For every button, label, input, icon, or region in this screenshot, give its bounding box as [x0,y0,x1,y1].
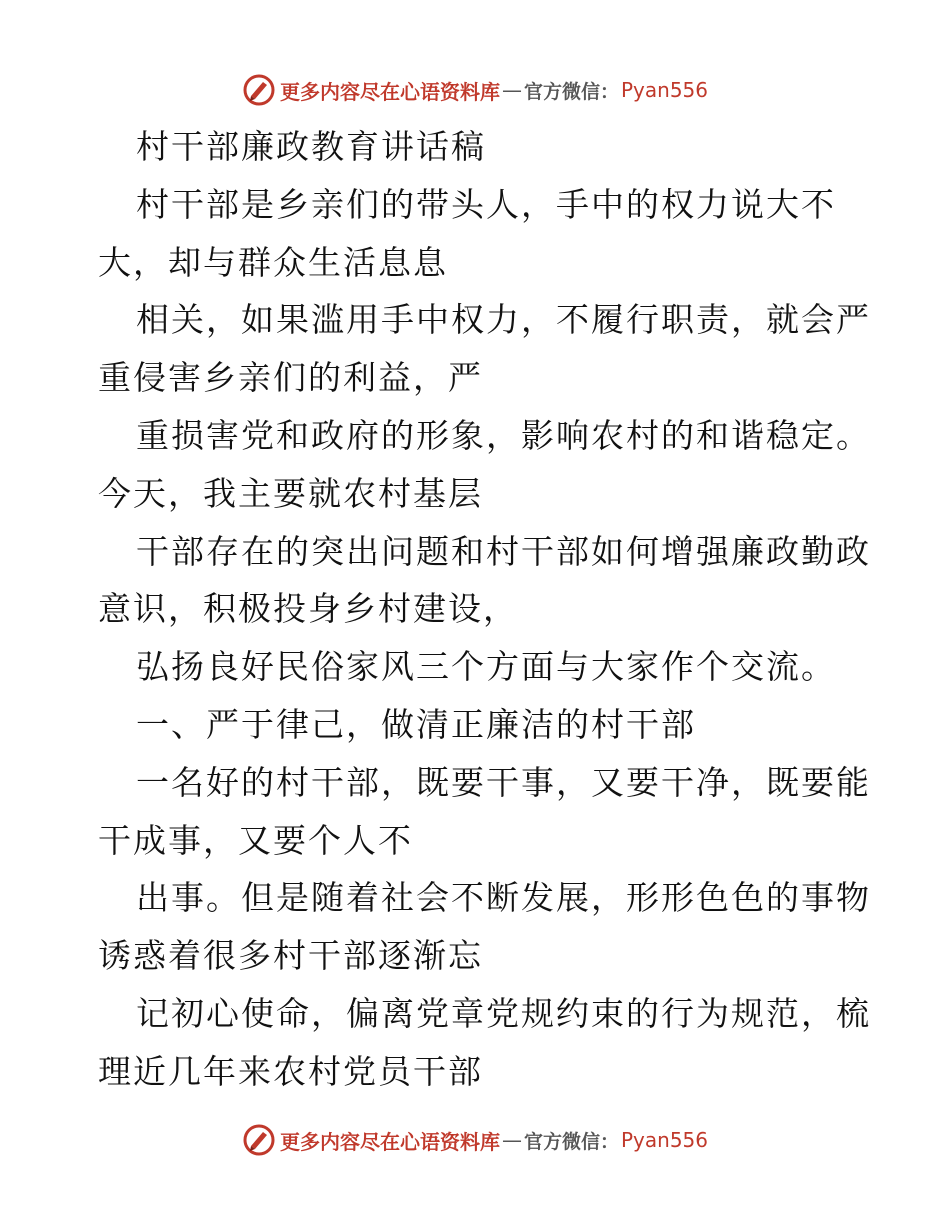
paragraph-line: 一名好的村干部，既要干事，又要干净，既要能 [136,762,871,802]
banner-wechat-label: 官方微信： [523,80,619,103]
section-heading: 一、严于律己，做清正廉洁的村干部 [136,704,696,744]
banner-wechat-id: Pyan556 [621,1128,709,1152]
banner-wechat-label: 官方微信： [523,1130,619,1153]
document-body [98,118,871,1101]
paragraph-line: 弘扬良好民俗家风三个方面与大家作个交流。 [136,647,836,687]
paragraph-line: 重损害党和政府的形象，影响农村的和谐稳定。 [136,415,871,455]
paragraph-line: 记初心使命，偏离党章党规约束的行为规范，梳 [136,993,871,1033]
paragraph-line: 相关，如果滥用手中权力，不履行职责，就会严 [136,300,871,340]
paragraph-line: 意识，积极投身乡村建设， [98,589,518,629]
document-title: 村干部廉政教育讲话稿 [136,127,486,166]
paragraph-line: 重侵害乡亲们的利益，严 [98,358,483,398]
paragraph-line: 大，却与群众生活息息 [98,242,448,282]
banner-separator: — [501,78,522,102]
paragraph-line: 理近几年来农村党员干部 [98,1051,483,1091]
header-banner [0,70,950,110]
footer-banner [0,1120,950,1160]
pen-logo-icon [242,1123,276,1157]
paragraph-line: 诱惑着很多村干部逐渐忘 [98,936,483,976]
paragraph-line: 今天，我主要就农村基层 [98,473,483,513]
paragraph-line: 干成事，又要个人不 [98,820,413,860]
pen-logo-icon [242,73,276,107]
paragraph-line: 干部存在的突出问题和村干部如何增强廉政勤政 [136,531,871,571]
banner-separator: — [501,1128,522,1152]
banner-slogan: 更多内容尽在心语资料库 [279,1129,500,1154]
banner-slogan: 更多内容尽在心语资料库 [279,79,500,104]
paragraph-line: 出事。但是随着社会不断发展，形形色色的事物 [136,878,871,918]
banner-wechat-id: Pyan556 [621,78,709,102]
paragraph-line: 村干部是乡亲们的带头人，手中的权力说大不 [136,184,836,224]
